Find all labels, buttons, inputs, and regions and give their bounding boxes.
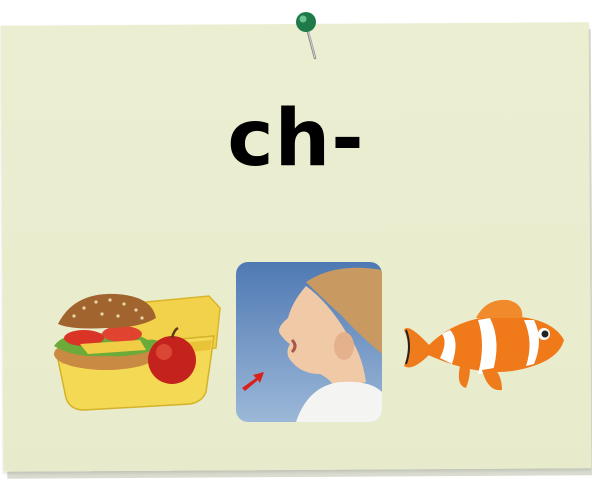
clownfish-icon	[398, 296, 570, 396]
child-photo	[236, 262, 382, 422]
push-pin-icon	[291, 8, 331, 68]
lunchbox-icon	[44, 288, 224, 416]
page-title: ch-	[227, 94, 365, 184]
